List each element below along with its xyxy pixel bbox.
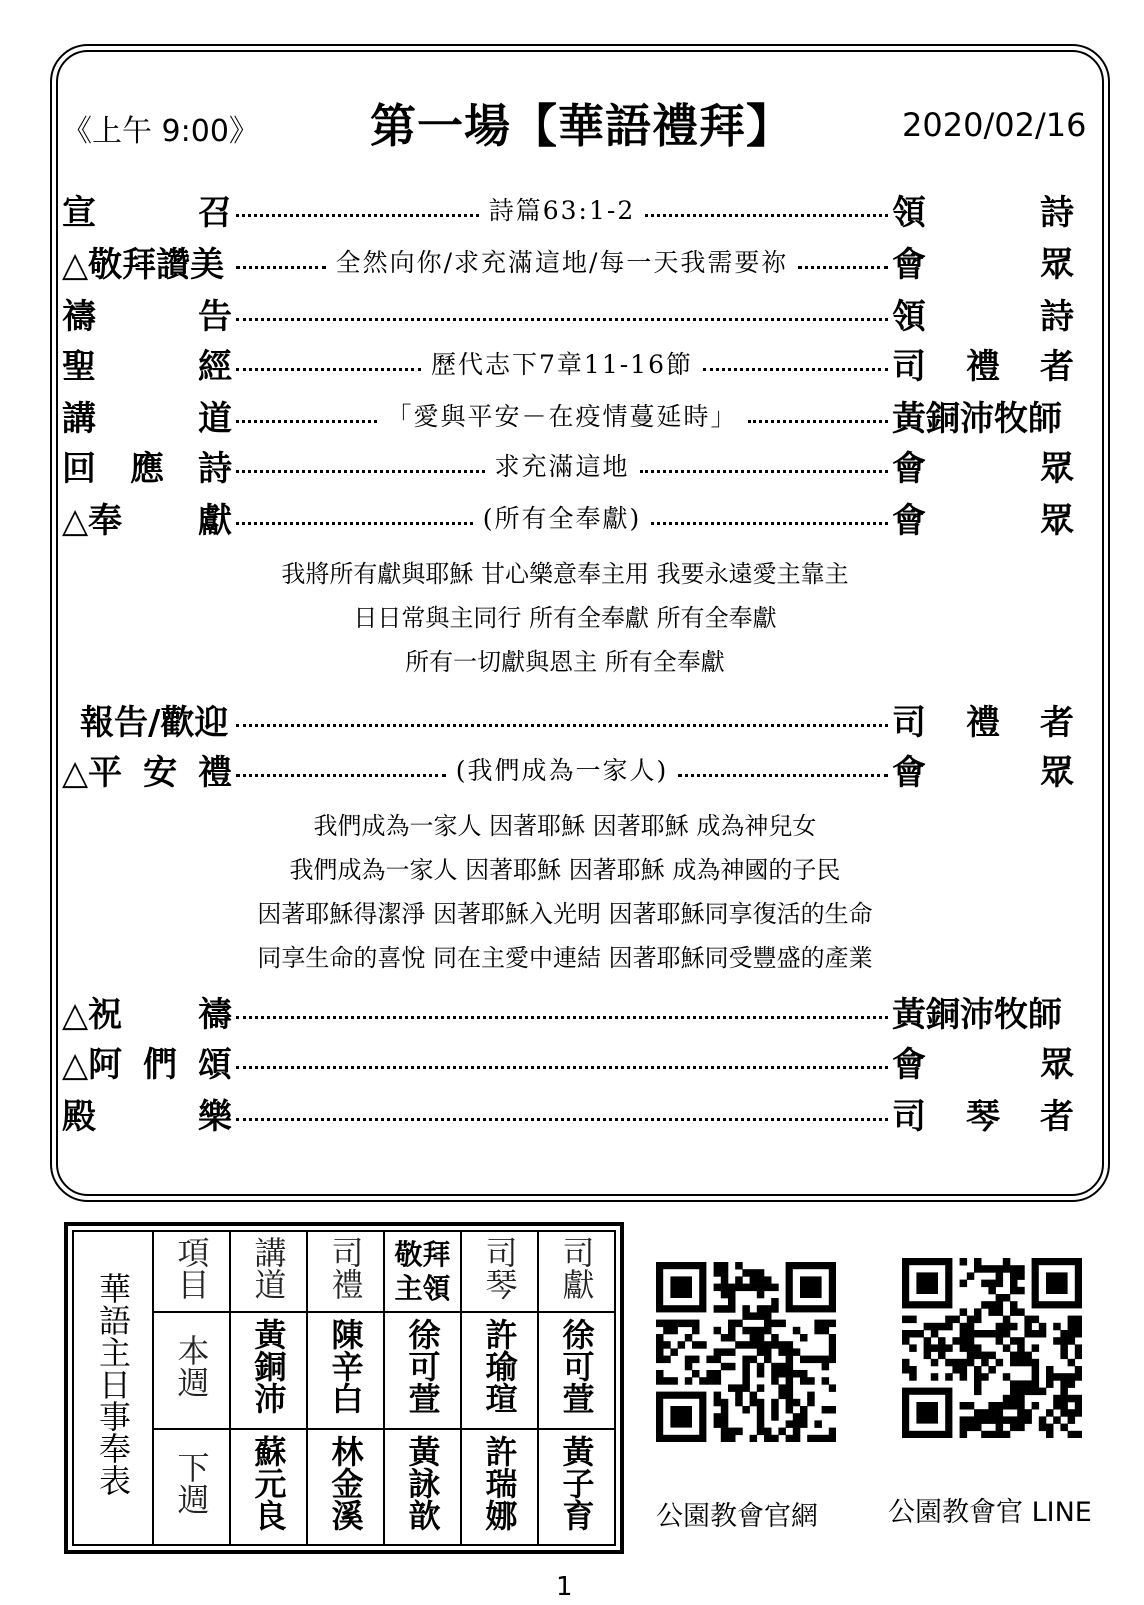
program-row	[62, 986, 1082, 1036]
program-row	[62, 338, 1082, 388]
program-row	[62, 1088, 1082, 1138]
lyric-line: 我們成為一家人 因著耶穌 因著耶穌 成為神國的子民	[289, 856, 841, 884]
program-role: 黃銅沛牧師	[892, 994, 1062, 1035]
program-item: △奉 獻	[62, 500, 232, 541]
service-time: 《上午 9:00》	[62, 114, 259, 149]
page-number: 1	[556, 1572, 573, 1602]
program-row	[62, 288, 1082, 338]
header-cell: 司禮	[307, 1231, 384, 1312]
page-title: 第一場【華語禮拜】	[370, 99, 793, 153]
table-cell: 林金溪	[307, 1429, 384, 1545]
service-date: 2020/02/16	[902, 106, 1087, 144]
program-role: 會 眾	[892, 500, 1074, 541]
lyric-line: 同享生命的喜悅 同在主愛中連結 因著耶穌同受豐盛的產業	[257, 944, 873, 972]
program-item: 禱 告	[62, 296, 232, 337]
program-role: 司 琴 者	[892, 1096, 1074, 1137]
table-cell: 蘇元良	[230, 1429, 307, 1545]
peace-lyrics	[170, 804, 960, 980]
lyric-line: 日日常與主同行 所有全奉獻 所有全奉獻	[353, 604, 777, 632]
header-cell: 司琴	[461, 1231, 538, 1312]
program-row	[62, 492, 1082, 542]
qr-code-icon[interactable]	[902, 1258, 1082, 1438]
program-item: 講 道	[62, 398, 232, 439]
program-item: △敬拜讚美	[62, 244, 225, 285]
program-role: 會 眾	[892, 244, 1074, 285]
table-cell: 許瑞娜	[461, 1429, 538, 1545]
program-role: 會 眾	[892, 1044, 1074, 1085]
program-content: 歷代志下7章11-16節	[431, 350, 693, 379]
program-row	[62, 184, 1082, 234]
program-role: 司 禮 者	[892, 702, 1074, 743]
header-cell: 講道	[230, 1231, 307, 1312]
table-cell: 徐可萱	[538, 1312, 615, 1428]
program-content: 詩篇63:1-2	[488, 196, 636, 225]
program-role: 會 眾	[892, 752, 1074, 793]
program-item: △祝 禱	[62, 994, 232, 1035]
program-item: △阿 們 頌	[62, 1044, 232, 1085]
program-item: 聖 經	[62, 346, 232, 387]
header-cell: 項目	[153, 1231, 230, 1312]
table-cell: 黃子育	[538, 1429, 615, 1545]
qr-caption-line: 公園教會官 LINE	[888, 1497, 1092, 1528]
program-row	[62, 694, 1082, 744]
table-cell: 陳辛白	[307, 1312, 384, 1428]
program-content: (我們成為一家人)	[455, 756, 669, 785]
table-cell: 黃銅沛	[230, 1312, 307, 1428]
program-content: (所有全奉獻)	[482, 504, 642, 533]
program-row	[62, 744, 1082, 794]
program-content: 全然向你/求充滿這地/每一天我需要祢	[335, 248, 789, 277]
table-cell: 徐可萱	[384, 1312, 461, 1428]
service-schedule-table	[64, 1222, 624, 1554]
program-role: 領 詩	[892, 192, 1074, 233]
lyric-line: 我將所有獻與耶穌 甘心樂意奉主用 我要永遠愛主靠主	[281, 560, 849, 588]
table-cell: 許瑜瑄	[461, 1312, 538, 1428]
program-content: 「愛與平安－在疫情蔓延時」	[386, 402, 738, 431]
program-row	[62, 1036, 1082, 1086]
program-item: 宣 召	[62, 192, 232, 233]
this-week-label: 本週	[153, 1312, 230, 1428]
program-content: 求充滿這地	[494, 452, 630, 481]
program-role: 領 詩	[892, 296, 1074, 337]
program-row	[62, 236, 1082, 286]
schedule-title: 華語主日事奉表	[73, 1231, 153, 1545]
offering-lyrics	[170, 552, 960, 684]
lyric-line: 所有一切獻與恩主 所有全奉獻	[405, 648, 725, 676]
program-item: △平 安 禮	[62, 752, 232, 793]
next-week-label: 下週	[153, 1429, 230, 1545]
program-role: 黃銅沛牧師	[892, 398, 1062, 439]
header-cell: 司獻	[538, 1231, 615, 1312]
program-role: 會 眾	[892, 448, 1074, 489]
qr-caption-website: 公園教會官網	[656, 1501, 818, 1532]
program-row	[62, 440, 1082, 490]
program-item: 報告/歡迎	[80, 702, 229, 743]
qr-code-icon[interactable]	[656, 1262, 836, 1442]
lyric-line: 因著耶穌得潔淨 因著耶穌入光明 因著耶穌同享復活的生命	[257, 900, 873, 928]
header-cell: 敬拜 主領	[384, 1231, 461, 1312]
program-row	[62, 390, 1082, 440]
program-role: 司 禮 者	[892, 346, 1074, 387]
table-cell: 黃詠歆	[384, 1429, 461, 1545]
program-item: 回 應 詩	[62, 448, 232, 489]
lyric-line: 我們成為一家人 因著耶穌 因著耶穌 成為神兒女	[313, 812, 817, 840]
program-item: 殿 樂	[62, 1096, 232, 1137]
